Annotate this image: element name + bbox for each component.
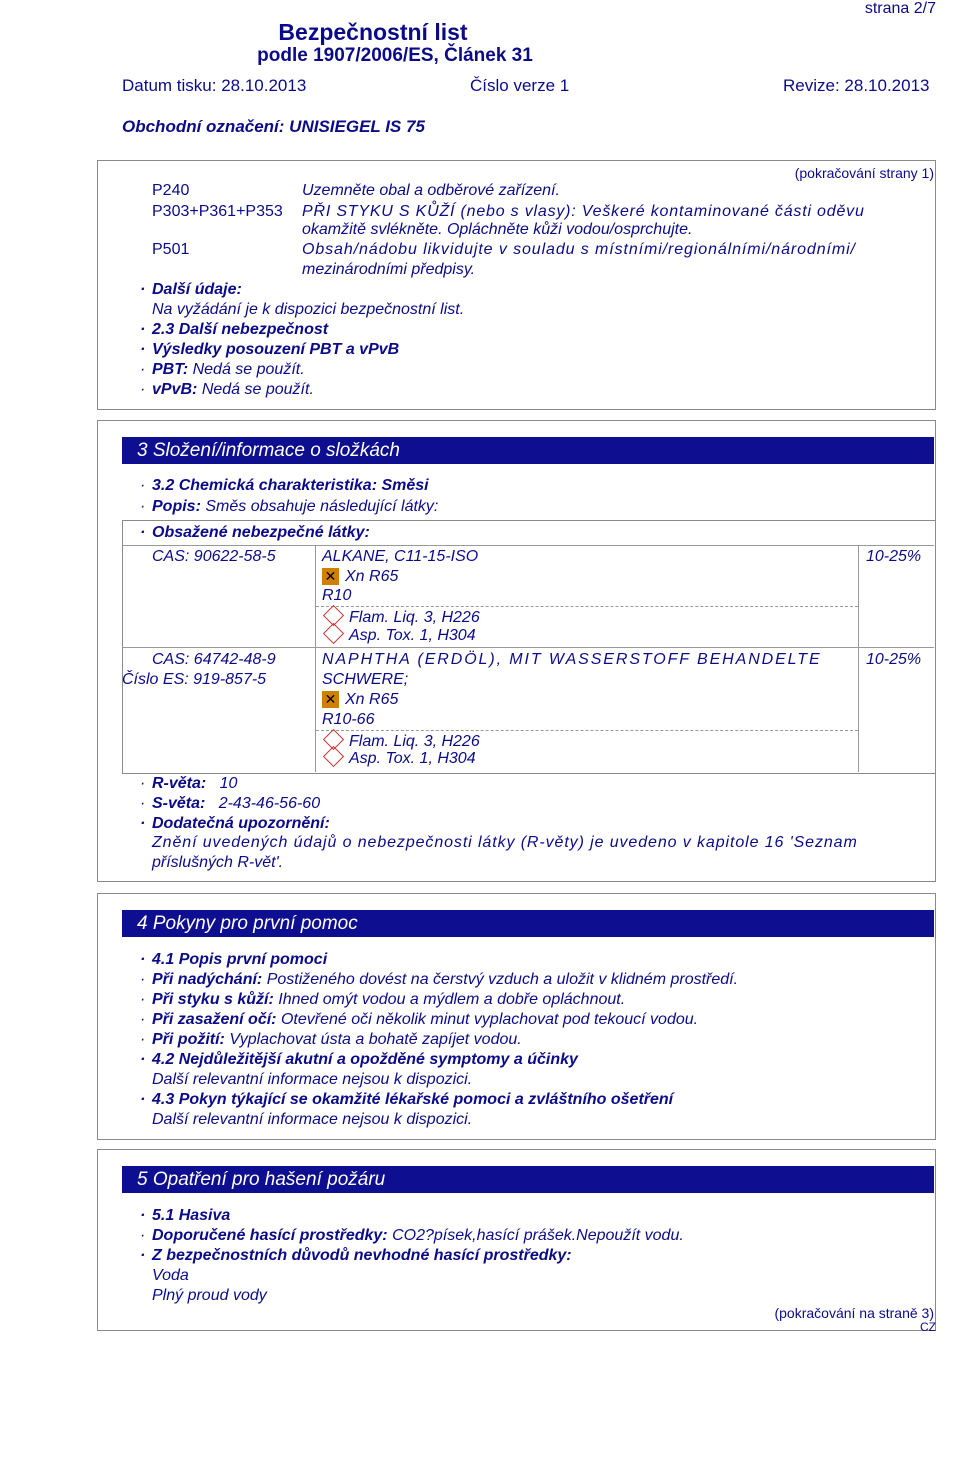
other-info-label: · Další údaje: — [152, 281, 242, 299]
description-label: Popis: — [152, 498, 201, 515]
substance-2-r: R10-66 — [322, 711, 375, 728]
inhalation-text: Postiženého dovést na čerstvý vzduch a uložit v klidném prostředí. — [266, 971, 739, 988]
hazardous-substances-title: · Obsažené nebezpečné látky: — [152, 524, 370, 542]
substance-2-name: NAPHTHA (ERDÖL), MIT WASSERSTOFF BEHANDELTE — [322, 651, 822, 668]
substance-2-ghs2-text: Asp. Tox. 1, H304 — [349, 750, 476, 767]
row-divider — [122, 647, 934, 648]
section-2-3-title: · 2.3 Další nebezpečnost — [152, 321, 328, 339]
skin-contact — [152, 991, 625, 1009]
section-4-3-text: Další relevantní informace nejsou k dispozici. — [152, 1111, 473, 1128]
other-info-text: Na vyžádání je k dispozici bezpečnostní list. — [152, 301, 465, 318]
unsuitable-item-1: Voda — [152, 1267, 189, 1284]
table-header-divider — [122, 545, 934, 546]
trade-name: Obchodní označení: UNISIEGEL IS 75 — [122, 117, 425, 136]
harmful-x-icon: ✕ — [322, 568, 339, 585]
substance-1-cas: CAS: 90622-58-5 — [152, 548, 276, 565]
inhalation — [152, 971, 738, 989]
section-4-2-title: · 4.2 Nejdůležitější akutní a opožděné symptomy a účinky — [152, 1051, 578, 1069]
unsuitable-item-2: Plný proud vody — [152, 1287, 267, 1304]
description — [152, 498, 438, 516]
section-4-title: 4 Pokyny pro první pomoc — [122, 910, 934, 937]
document-subtitle: podle 1907/2006/ES, Článek 31 — [257, 45, 533, 66]
substance-2-xn — [322, 691, 398, 709]
table-column-divider-2 — [858, 545, 859, 772]
additional-notes-text-1: Znění uvedených údajů o nebezpečnosti látky (R-věty) je uvedeno v kapitole 16 'Seznam — [152, 834, 858, 851]
section-3-title: 3 Složení/informace o složkách — [122, 437, 934, 464]
section-4-2-text: Další relevantní informace nejsou k dispozici. — [152, 1071, 473, 1088]
pbt-row — [152, 361, 305, 379]
substance-1-xn-text: Xn R65 — [345, 568, 399, 585]
ingestion — [152, 1031, 522, 1049]
table-column-divider — [315, 545, 316, 772]
substance-2-divider — [316, 730, 858, 731]
harmful-x-icon: ✕ — [322, 691, 339, 708]
s-phrase-label: S-věta: — [152, 795, 206, 812]
p303-text-2: okamžitě svlékněte. Opláchněte kůži vodou/osprchujte. — [302, 221, 693, 238]
substance-1-divider — [316, 606, 858, 607]
r-phrase-label: R-věta: — [152, 775, 207, 792]
eye-contact — [152, 1011, 698, 1029]
recommended-extinguishing-text: CO2?písek,hasící prášek.Nepoužít vodu. — [392, 1227, 684, 1244]
substance-2-name-2: SCHWERE; — [322, 671, 409, 688]
substance-1-xn — [322, 568, 398, 586]
substance-2-ghs1 — [322, 733, 480, 751]
p240-code: P240 — [152, 182, 190, 199]
eye-contact-text: Otevřené oči několik minut vyplachovat pod tekoucí vodou. — [280, 1011, 699, 1028]
section-4-1-title: · 4.1 Popis první pomoci — [152, 951, 327, 969]
substance-1-concentration: 10-25% — [866, 548, 922, 565]
substance-1-ghs1 — [322, 609, 480, 627]
substance-2-ghs2 — [322, 750, 476, 768]
skin-contact-text: Ihned omýt vodou a mýdlem a dobře opláchnout. — [278, 991, 626, 1008]
print-date: Datum tisku: 28.10.2013 — [122, 76, 307, 95]
substance-2-es: Číslo ES: 919-857-5 — [122, 671, 267, 688]
p501-text: Obsah/nádobu likvidujte v souladu s místními/regionálními/národními/ — [302, 241, 856, 258]
revision-date: Revize: 28.10.2013 — [783, 76, 930, 95]
inhalation-label: Při nadýchání: — [152, 971, 263, 988]
p240-text: Uzemněte obal a odběrové zařízení. — [302, 182, 560, 199]
page-number: strana 2/7 — [864, 0, 936, 17]
eye-contact-label: Při zasažení očí: — [152, 1011, 277, 1028]
vpvb-value: Nedá se použít. — [201, 381, 314, 398]
recommended-extinguishing-label: Doporučené hasící prostředky: — [152, 1227, 388, 1244]
pbt-value: Nedá se použít. — [192, 361, 305, 378]
substance-2-ghs1-text: Flam. Liq. 3, H226 — [349, 733, 480, 750]
pbt-label: PBT: — [152, 361, 189, 378]
recommended-extinguishing — [152, 1227, 684, 1245]
substance-1-r: R10 — [322, 587, 352, 604]
vpvb-row — [152, 381, 314, 399]
health-hazard-icon — [323, 623, 344, 644]
p303-text: PŘI STYKU S KŮŽÍ (nebo s vlasy): Veškeré kontaminované části oděvu — [302, 203, 865, 220]
version-number: Číslo verze 1 — [470, 76, 570, 95]
continued-from: (pokračování strany 1) — [794, 165, 934, 181]
unsuitable-extinguishing-label: · Z bezpečnostních důvodů nevhodné hasící prostředky: — [152, 1247, 572, 1265]
r-phrase-value: 10 — [219, 775, 238, 792]
p303-code: P303+P361+P353 — [152, 203, 283, 220]
substance-2-concentration: 10-25% — [866, 651, 922, 668]
ingestion-label: Při požití: — [152, 1031, 225, 1048]
skin-contact-label: Při styku s kůží: — [152, 991, 274, 1008]
section-4-3-title: · 4.3 Pokyn týkající se okamžité lékařské pomoci a zvláštního ošetření — [152, 1091, 673, 1109]
continued-to: (pokračování na straně 3) — [774, 1305, 934, 1321]
substance-2-cas: CAS: 64742-48-9 — [152, 651, 276, 668]
substance-1-ghs1-text: Flam. Liq. 3, H226 — [349, 609, 480, 626]
language-code: CZ — [920, 1320, 936, 1334]
p501-text-2: mezinárodními předpisy. — [302, 261, 476, 278]
vpvb-label: vPvB: — [152, 381, 198, 398]
substance-2-xn-text: Xn R65 — [345, 691, 399, 708]
section-5-title: 5 Opatření pro hašení požáru — [122, 1166, 934, 1193]
substance-1-name: ALKANE, C11-15-ISO — [322, 548, 479, 565]
chemical-characteristics-value: Směsi — [381, 477, 429, 494]
ingestion-text: Vyplachovat ústa a bohatě zapíjet vodou. — [229, 1031, 522, 1048]
additional-notes-text-2: příslušných R-vět'. — [152, 854, 284, 871]
p501-code: P501 — [152, 241, 190, 258]
chemical-characteristics-label: 3.2 Chemická charakteristika: — [152, 477, 378, 494]
r-phrase — [152, 775, 237, 793]
description-value: Směs obsahuje následující látky: — [205, 498, 439, 515]
substance-1-ghs2-text: Asp. Tox. 1, H304 — [349, 627, 476, 644]
document-title: Bezpečnostní list — [278, 19, 468, 45]
s-phrase — [152, 795, 320, 813]
substance-1-ghs2 — [322, 627, 476, 645]
s-phrase-value: 2-43-46-56-60 — [218, 795, 321, 812]
additional-notes-label: · Dodatečná upozornění: — [152, 815, 330, 833]
chemical-characteristics — [152, 477, 429, 495]
section-5-1-title: · 5.1 Hasiva — [152, 1207, 230, 1225]
pbt-assessment-title: · Výsledky posouzení PBT a vPvB — [152, 341, 399, 359]
health-hazard-icon — [323, 746, 344, 767]
